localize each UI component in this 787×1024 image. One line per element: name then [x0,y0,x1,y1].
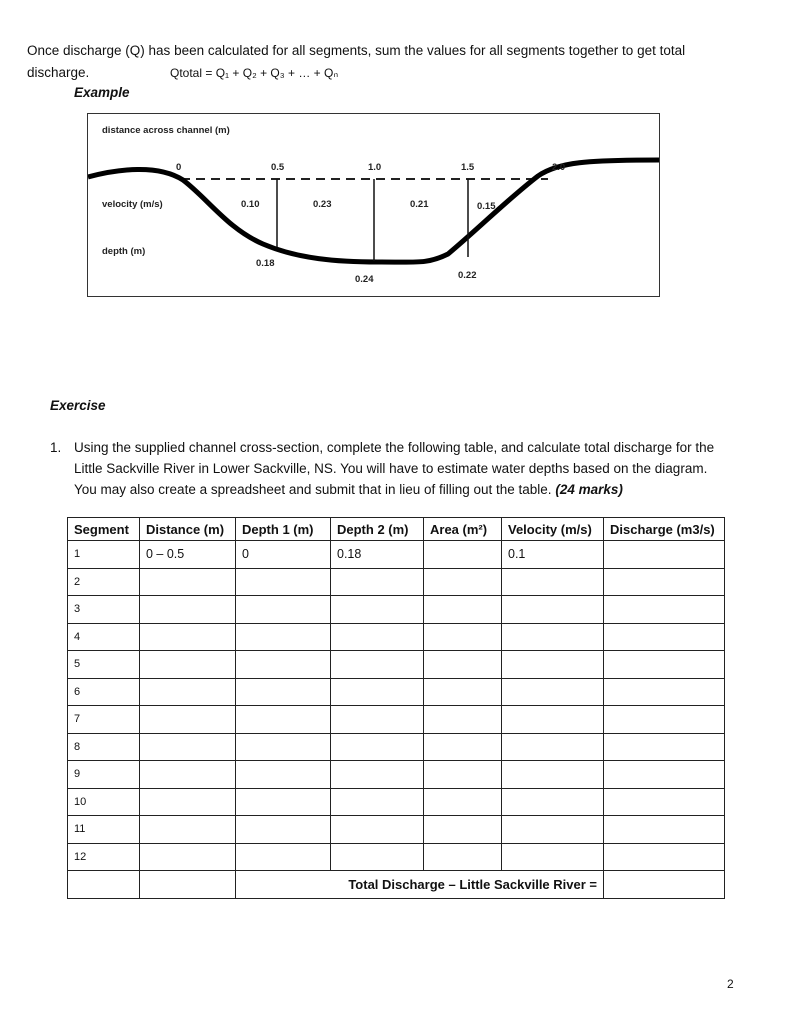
table-cell[interactable] [424,651,502,679]
page-number: 2 [727,977,734,991]
table-row [68,733,725,761]
diagram-title: distance across channel (m) [102,125,230,136]
table-cell[interactable] [236,596,331,624]
table-cell[interactable] [236,568,331,596]
table-row [68,541,725,569]
total-discharge-label: Total Discharge – Little Sackville River = [236,871,604,899]
table-cell[interactable] [424,568,502,596]
segment-number-cell: 6 [68,678,140,706]
table-cell[interactable] [140,678,236,706]
question-line2: Little Sackville River in Lower Sackville, NS. You will have to estimate water depths based on the diagram. [74,461,708,476]
table-cell[interactable] [331,733,424,761]
velocity-value: 0.10 [241,199,260,210]
table-cell[interactable] [236,651,331,679]
header-cell: Velocity (m/s) [502,518,604,541]
table-cell[interactable] [331,678,424,706]
table-cell[interactable] [331,596,424,624]
velocity-axis-label: velocity (m/s) [102,199,163,210]
table-cell[interactable] [424,596,502,624]
table-cell[interactable] [140,761,236,789]
velocity-value: 0.15 [477,201,496,212]
depth-value: 0.22 [458,270,477,281]
table-header-row [68,518,725,541]
table-cell[interactable] [68,871,140,899]
table-row [68,816,725,844]
table-row [68,568,725,596]
segment-number-cell: 2 [68,568,140,596]
segment-number-cell: 11 [68,816,140,844]
table-cell[interactable] [331,651,424,679]
table-cell[interactable] [502,706,604,734]
table-cell[interactable] [604,706,725,734]
discharge-table [67,517,725,899]
table-cell[interactable] [331,623,424,651]
table-cell[interactable] [236,761,331,789]
table-cell[interactable] [331,843,424,871]
distance-label: 2.0 [552,162,566,173]
question-number: 1. [50,440,62,455]
marks-label: (24 marks) [555,482,623,497]
table-row [68,788,725,816]
table-cell[interactable] [140,651,236,679]
table-row [68,623,725,651]
question-line1: Using the supplied channel cross-section, complete the following table, and calculate total discharge for the [74,440,715,455]
table-cell[interactable] [424,706,502,734]
table-cell[interactable] [140,816,236,844]
table-cell[interactable] [424,623,502,651]
table-cell[interactable]: 0.18 [331,541,424,569]
table-cell[interactable] [140,596,236,624]
table-row [68,843,725,871]
table-cell[interactable] [424,678,502,706]
table-cell[interactable] [236,816,331,844]
table-cell[interactable] [502,761,604,789]
table-cell[interactable] [140,843,236,871]
segment-number-cell: 12 [68,843,140,871]
table-cell[interactable] [424,733,502,761]
table-cell[interactable] [604,816,725,844]
distance-label: 1.0 [368,162,382,173]
table-cell[interactable] [140,568,236,596]
depth-value: 0.18 [256,258,275,269]
table-cell[interactable] [604,541,725,569]
table-cell[interactable] [502,816,604,844]
table-cell[interactable] [236,678,331,706]
table-cell[interactable] [331,706,424,734]
table-cell[interactable] [604,568,725,596]
total-row [68,871,725,899]
segment-number-cell: 3 [68,596,140,624]
segment-number-cell: 10 [68,788,140,816]
table-cell[interactable] [502,788,604,816]
velocity-value: 0.21 [410,199,429,210]
table-cell[interactable] [331,761,424,789]
table-cell[interactable] [604,788,725,816]
segment-number-cell: 4 [68,623,140,651]
table-row [68,706,725,734]
table-row [68,651,725,679]
exercise-heading: Exercise [50,398,106,413]
table-cell[interactable]: 0 [236,541,331,569]
table-cell[interactable] [236,843,331,871]
table-cell[interactable] [604,623,725,651]
segment-number-cell: 7 [68,706,140,734]
depth-axis-label: depth (m) [102,246,146,257]
intro-line1: Once discharge (Q) has been calculated for all segments, sum the values for all segments together to get total [27,43,686,58]
example-heading: Example [74,85,130,100]
table-cell[interactable] [604,596,725,624]
table-cell[interactable] [140,871,236,899]
table-cell[interactable]: 0.1 [502,541,604,569]
table-cell[interactable] [604,678,725,706]
segment-number-cell: 1 [68,541,140,569]
table-cell[interactable] [236,788,331,816]
header-cell: Depth 1 (m) [236,518,331,541]
total-discharge-input[interactable] [604,871,725,899]
table-cell[interactable] [331,816,424,844]
table-row [68,596,725,624]
table-row [68,761,725,789]
table-cell[interactable] [236,623,331,651]
table-cell[interactable] [140,788,236,816]
velocity-value: 0.23 [313,199,332,210]
table-cell[interactable] [502,651,604,679]
segment-number-cell: 5 [68,651,140,679]
header-cell: Segment [68,518,140,541]
depth-value: 0.24 [355,274,374,285]
segment-number-cell: 8 [68,733,140,761]
table-cell[interactable] [424,788,502,816]
table-cell[interactable] [236,706,331,734]
table-row [68,678,725,706]
table-cell[interactable] [140,706,236,734]
table-cell[interactable] [424,843,502,871]
table-cell[interactable] [604,761,725,789]
header-cell: Depth 2 (m) [331,518,424,541]
table-cell[interactable]: 0 – 0.5 [140,541,236,569]
table-cell[interactable] [140,733,236,761]
distance-label: 0.5 [271,162,285,173]
table-cell[interactable] [424,816,502,844]
table-cell[interactable] [236,733,331,761]
table-cell[interactable] [502,678,604,706]
header-cell: Discharge (m3/s) [604,518,725,541]
header-cell: Area (m²) [424,518,502,541]
table-cell[interactable] [424,761,502,789]
table-cell[interactable] [502,596,604,624]
channel-cross-section-diagram [87,113,660,297]
table-cell[interactable] [502,623,604,651]
table-cell[interactable] [604,843,725,871]
distance-label: 0 [176,162,182,173]
table-cell[interactable] [604,651,725,679]
discharge-formula: Qtotal = Q₁ + Q₂ + Q₃ + … + Qₙ [170,66,339,80]
intro-line2: discharge. [27,65,90,80]
table-cell[interactable] [502,843,604,871]
table-cell[interactable] [331,568,424,596]
table-cell[interactable] [140,623,236,651]
table-cell[interactable] [331,788,424,816]
table-cell[interactable] [604,733,725,761]
table-cell[interactable] [502,568,604,596]
segment-number-cell: 9 [68,761,140,789]
table-cell[interactable] [502,733,604,761]
distance-label: 1.5 [461,162,475,173]
question-line3: You may also create a spreadsheet and submit that in lieu of filling out the table. (24 marks) [74,482,623,497]
table-cell[interactable] [424,541,502,569]
header-cell: Distance (m) [140,518,236,541]
